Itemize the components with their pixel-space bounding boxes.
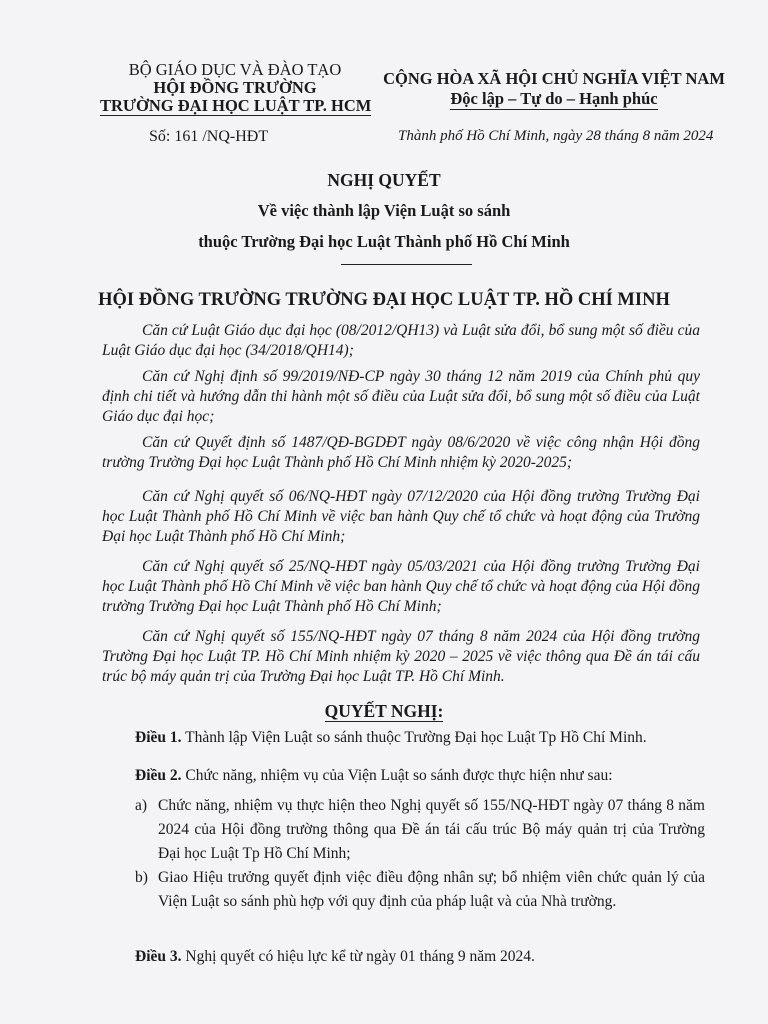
- legal-basis-1: Căn cứ Luật Giáo dục đại học (08/2012/QH13) và Luật sửa đổi, bổ sung một số điều của Luật Giáo dục đại học (34/2018/QH14);: [102, 322, 700, 359]
- date-line: Thành phố Hồ Chí Minh, ngày 28 tháng 8 năm 2024: [398, 128, 714, 144]
- ministry-name: BỘ GIÁO DỤC VÀ ĐÀO TẠO: [128, 60, 342, 79]
- title-divider: [341, 264, 472, 265]
- article-2: [135, 766, 705, 786]
- article-3-label: Điều 3.: [135, 948, 182, 965]
- article-2-item-b: [135, 866, 705, 914]
- decision-heading: [0, 701, 768, 722]
- article-1-text: Thành lập Viện Luật so sánh thuộc Trường Đại học Luật Tp Hồ Chí Minh.: [181, 729, 647, 746]
- item-a-label: a): [135, 797, 148, 814]
- subject-line-2: thuộc Trường Đại học Luật Thành phố Hồ Chí Minh: [198, 232, 570, 251]
- article-3: [135, 947, 705, 967]
- legal-basis-6: Căn cứ Nghị quyết số 155/NQ-HĐT ngày 07 tháng 8 năm 2024 của Hội đồng trường Trường Đại học Luật TP. Hồ Chí Minh nhiệm kỳ 2020 – 2025 về việc thông qua Đề án tái cấu trúc bộ máy quản trị của Trường Đại học Luật TP. Hồ Chí Minh.: [102, 628, 700, 685]
- legal-basis-4: Căn cứ Nghị quyết số 06/NQ-HĐT ngày 07/12/2020 của Hội đồng trường Trường Đại học Luật Thành phố Hồ Chí Minh về việc ban hành Quy chế tổ chức và hoạt động của Trường Đại học Luật Thành phố Hồ Chí Minh;: [102, 488, 700, 545]
- article-1: [135, 728, 705, 748]
- council-name: HỘI ĐỒNG TRƯỜNG: [153, 78, 317, 97]
- item-a-text: Chức năng, nhiệm vụ thực hiện theo Nghị quyết số 155/NQ-HĐT ngày 07 tháng 8 năm 2024 của Hội đồng trường thông qua Đề án tái cấu trúc Bộ máy quản trị của Trường Đại học Luật Tp Hồ Chí Minh;: [158, 797, 705, 862]
- decision-heading-text: QUYẾT NGHỊ:: [324, 701, 444, 721]
- subject-line-1: Về việc thành lập Viện Luật so sánh: [257, 201, 511, 220]
- national-motto: [378, 89, 730, 108]
- school-name-text: TRƯỜNG ĐẠI HỌC LUẬT TP. HCM: [100, 96, 372, 115]
- council-heading: HỘI ĐỒNG TRƯỜNG TRƯỜNG ĐẠI HỌC LUẬT TP. HỒ CHÍ MINH: [98, 290, 670, 310]
- article-2-label: Điều 2.: [135, 767, 182, 784]
- article-3-text: Nghị quyết có hiệu lực kể từ ngày 01 tháng 9 năm 2024.: [181, 948, 535, 965]
- legal-basis-2: Căn cứ Nghị định số 99/2019/NĐ-CP ngày 30 tháng 12 năm 2019 của Chính phủ quy định chi tiết và hướng dẫn thi hành một số điều của Luật sửa đổi, bổ sung một số điều của Luật Giáo dục đại học;: [102, 368, 700, 425]
- item-b-label: b): [135, 869, 148, 886]
- legal-basis-3: Căn cứ Quyết định số 1487/QĐ-BGDĐT ngày 08/6/2020 về việc công nhận Hội đồng trường Trường Đại học Luật Thành phố Hồ Chí Minh nhiệm kỳ 2020-2025;: [102, 434, 700, 471]
- article-1-label: Điều 1.: [135, 729, 182, 746]
- legal-basis-5: Căn cứ Nghị quyết số 25/NQ-HĐT ngày 05/03/2021 của Hội đồng trường Trường Đại học Luật Thành phố Hồ Chí Minh về việc ban hành Quy chế tổ chức và hoạt động của Hội đồng trường Trường Đại học Luật Thành phố Hồ Chí Minh;: [102, 558, 700, 615]
- national-motto-text: Độc lập – Tự do – Hạnh phúc: [450, 89, 658, 108]
- school-name: [100, 97, 370, 115]
- item-b-text: Giao Hiệu trưởng quyết định việc điều động nhân sự; bổ nhiệm viên chức quản lý của Viện Luật so sánh phù hợp với quy định của pháp luật và của Nhà trường.: [158, 869, 705, 910]
- republic-title: CỘNG HÒA XÃ HỘI CHỦ NGHĨA VIỆT NAM: [383, 69, 725, 88]
- article-2-text: Chức năng, nhiệm vụ của Viện Luật so sánh được thực hiện như sau:: [181, 767, 613, 784]
- document-number: Số: 161 /NQ-HĐT: [149, 128, 269, 145]
- article-2-item-a: [135, 794, 705, 866]
- document-title: NGHỊ QUYẾT: [327, 170, 441, 190]
